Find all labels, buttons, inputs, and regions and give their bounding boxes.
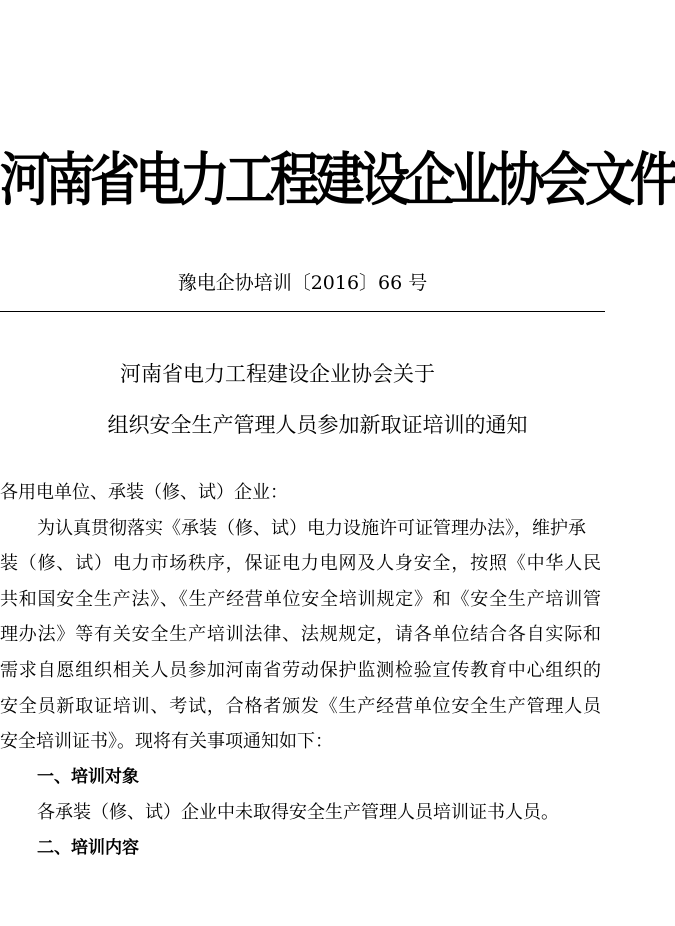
paragraph-line: 理办法》等有关安全生产培训法律、法规规定，请各单位结合各自实际和 bbox=[0, 624, 601, 646]
section-text-training-target: 各承装（修、试）企业中未取得安全生产管理人员培训证书人员。 bbox=[37, 802, 559, 824]
notice-title-line-2: 组织安全生产管理人员参加新取证培训的通知 bbox=[107, 413, 528, 437]
document-header-title: 河南省电力工程建设企业协会文件 bbox=[0, 146, 675, 214]
paragraph-line: 为认真贯彻落实《承装（修、试）电力设施许可证管理办法》，维护承 bbox=[37, 517, 586, 539]
paragraph-line: 装（修、试）电力市场秩序，保证电力电网及人身安全，按照《中华人民 bbox=[0, 553, 601, 575]
paragraph-line: 需求自愿组织相关人员参加河南省劳动保护监测检验宣传教育中心组织的 bbox=[0, 659, 601, 681]
header-divider bbox=[0, 311, 605, 312]
section-heading-training-target: 一、培训对象 bbox=[37, 766, 139, 787]
section-heading-training-content: 二、培训内容 bbox=[37, 837, 139, 858]
notice-title-line-1: 河南省电力工程建设企业协会关于 bbox=[120, 362, 435, 386]
salutation: 各用电单位、承装（修、试）企业： bbox=[0, 482, 288, 503]
document-number: 豫电企协培训〔2016〕66 号 bbox=[177, 272, 428, 294]
document-body bbox=[0, 475, 605, 867]
paragraph-line: 安全员新取证培训、考试，合格者颁发《生产经营单位安全生产管理人员 bbox=[0, 695, 601, 717]
paragraph-line: 安全培训证书》。现将有关事项通知如下： bbox=[0, 731, 333, 753]
paragraph-line: 共和国安全生产法》、《生产经营单位安全培训规定》和《安全生产培训管 bbox=[0, 588, 601, 610]
